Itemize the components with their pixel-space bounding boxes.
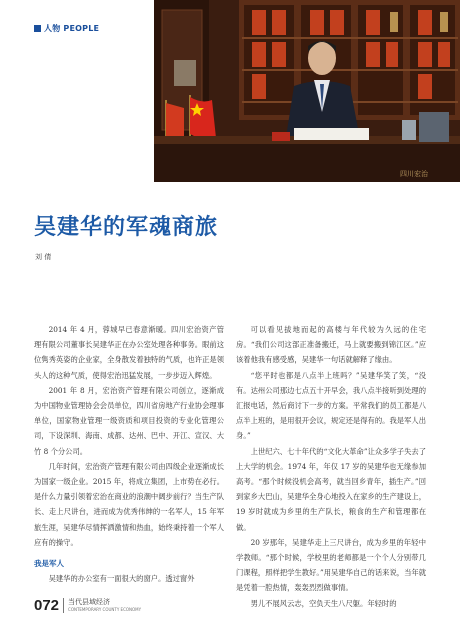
subheading: 我是军人 [34, 559, 64, 569]
section-zh: 人物 [44, 24, 61, 33]
left-column [34, 322, 224, 586]
paragraph: 20 岁那年，吴建华走上三尺讲台，成为乡里的年轻中学教师。“那个时候，学校里的老师都是一个个人分别带几门课程，照样把学生教好。”用吴建华自己的话来说，当年就是凭着一腔热情，轰轰烈烈做事情。 [236, 537, 426, 593]
paragraph: 2014 年 4 月，蓉城早已春意渐暖。四川宏治资产管理有限公司董事长吴建华正在办公室处理各种事务。眼前这位隽秀英姿的企业家，全身散发着独特的气质，也许正是领头人的这种气质，使得宏治迅猛发展，一步步迈入辉煌。 [34, 325, 224, 380]
photo-signage: 四川宏治 [400, 170, 428, 178]
section-en: PEOPLE [63, 24, 100, 33]
right-column [236, 322, 426, 611]
page-footer [34, 597, 141, 614]
pen-holder [419, 112, 449, 142]
desk-phone [272, 132, 290, 141]
paragraph: “您平时也都是八点半上班吗？”吴建华笑了笑，“没有。达州公司那边七点五十开早会，我八点半接听到处理的汇报电话，然后商讨下一步的方案。平常我们的员工都是八点半上班的，是用很开会议，规定还是得有的。我是军人出身。” [236, 370, 426, 441]
paragraph: 上世纪六、七十年代的“文化大革命”让众多学子失去了上大学的机会。1974 年，年仅 17 岁的吴建华也无缘参加高考。“那个时候没机会高考，就当回乡青年，插生产。”回到家乡大巴山，吴建华全身心地投入在家乡的生产建设上，19 岁时就成为乡里的生产队长，粮食的生产和管理都在做。 [236, 446, 426, 532]
paragraph: 可以看见拔地而起的高楼与年代较为久远的住宅房。“我们公司这部正准备搬迁，马上就要搬到锦江区。”应该着他我有感受感，吴建华一句话就解释了缘由。 [236, 325, 426, 365]
section-label [34, 23, 99, 34]
article-author: 刘 倩 [35, 253, 52, 261]
magazine-name-en: CONTEMPORARY COUNTY ECONOMY [68, 607, 142, 612]
paragraph: 吴建华的办公室有一面很大的窗户。透过窗外 [48, 574, 195, 584]
office-photo-illustration [154, 0, 460, 182]
china-flag [190, 97, 216, 139]
section-square-icon [34, 25, 41, 32]
paragraph: 几年时间，宏治资产管理有限公司由四级企业逐渐成长为国家一级企业。2015 年，将成立集团，上市势在必行。是什么力量引领着宏治在商业的浪潮中阔步前行？当生产队长、走上尺讲台，进而成为优秀伟绅的一名军人，15 年军旅生涯，吴建华尽情挥洒激情和热血，始终秉持着一个军人应有的操守。 [34, 461, 224, 547]
wall-frame [174, 60, 196, 86]
paragraph: 2001 年 8 月，宏治资产管理有限公司创立，逐渐成为中国物业管理协会会员单位，四川省房地产行业协会理事单位，国家物业管理一级资质和项目投资的专业化管理公司，下设深圳、海南、成都、达州、巴中、开江、宣汉、大竹 8 个分公司。 [34, 385, 224, 456]
magazine-name-zh: 当代县域经济 [68, 598, 111, 606]
paragraph: 男儿不展风云志，空负天生八尺躯。年轻时的 [250, 598, 397, 608]
article-title: 吴建华的军魂商旅 [34, 215, 219, 240]
office-photo [154, 0, 460, 182]
magazine-name [63, 598, 141, 613]
desk-papers [294, 128, 369, 140]
page-number: 072 [34, 597, 60, 614]
